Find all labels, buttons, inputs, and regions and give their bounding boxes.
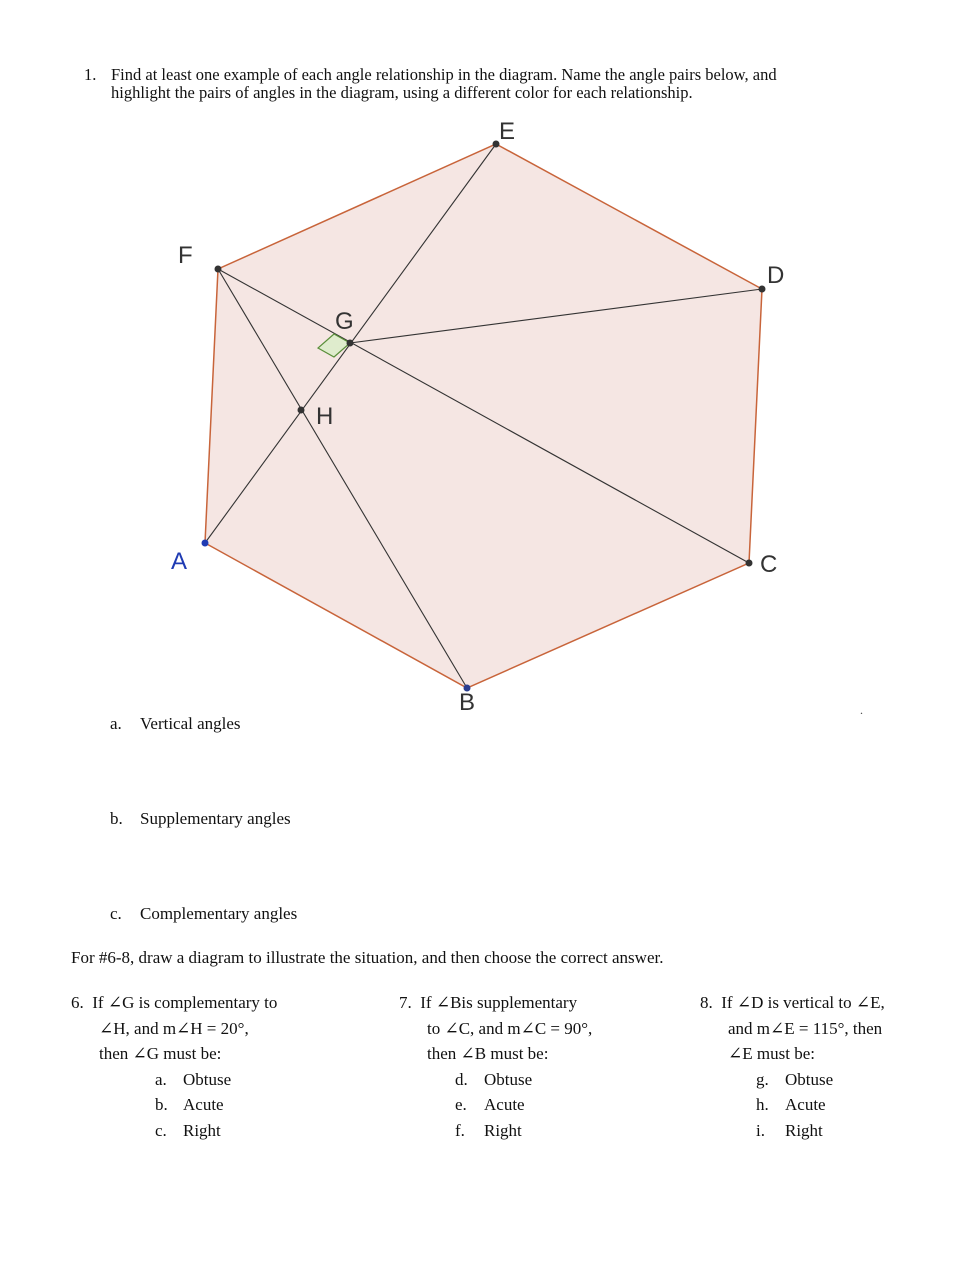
part-b-text: Supplementary angles <box>140 809 291 828</box>
problem-7-option-f[interactable] <box>399 1118 689 1144</box>
option-letter: c. <box>155 1120 167 1140</box>
label-G: G <box>335 308 354 335</box>
problem-6-line-1: If ∠G is complementary to <box>92 993 278 1012</box>
option-letter: d. <box>455 1069 468 1089</box>
problem-8-option-h[interactable] <box>700 1092 970 1118</box>
point-H <box>298 407 305 414</box>
option-text: Right <box>183 1120 221 1140</box>
problem-8-option-g[interactable] <box>700 1067 970 1093</box>
point-G <box>347 340 354 347</box>
part-c <box>110 904 297 924</box>
problem-8-line-1: If ∠D is vertical to ∠E, <box>721 993 885 1012</box>
problem-7-option-e[interactable] <box>399 1092 689 1118</box>
problem-6-line-3: then ∠G must be: <box>99 1044 222 1063</box>
point-A <box>202 540 209 547</box>
option-letter: f. <box>455 1120 465 1140</box>
problem-8-number: 8. <box>700 993 713 1012</box>
problem-8 <box>700 990 970 1143</box>
part-a <box>110 714 241 734</box>
option-text: Obtuse <box>183 1069 232 1089</box>
problem-6-number: 6. <box>71 993 84 1012</box>
part-a-letter: a. <box>110 714 122 733</box>
option-letter: h. <box>756 1095 769 1114</box>
label-F: F <box>178 242 193 269</box>
option-letter: g. <box>756 1069 769 1089</box>
option-text: Right <box>785 1120 823 1140</box>
label-H: H <box>316 403 334 430</box>
question-1-line-2: highlight the pairs of angles in the diagram, using a different color for each relationship. <box>111 83 693 102</box>
option-letter: i. <box>756 1120 765 1140</box>
point-D <box>759 286 766 293</box>
problem-7-number: 7. <box>399 993 412 1012</box>
part-b-letter: b. <box>110 809 123 828</box>
problem-6 <box>71 990 361 1143</box>
option-letter: e. <box>455 1095 467 1114</box>
option-text: Acute <box>484 1095 525 1114</box>
label-E: E <box>499 118 516 145</box>
label-C: C <box>760 551 778 578</box>
question-1-line-1: Find at least one example of each angle relationship in the diagram. Name the angle pairs below, and <box>111 65 777 84</box>
option-text: Obtuse <box>484 1069 533 1089</box>
problem-6-line-2: ∠H, and m∠H = 20°, <box>99 1018 249 1038</box>
problem-8-line-2: and m∠E = 115°, then <box>728 1018 883 1038</box>
point-F <box>215 266 222 273</box>
problem-8-option-i[interactable] <box>700 1118 970 1144</box>
part-c-text: Complementary angles <box>140 904 298 923</box>
problem-8-line-3: ∠E must be: <box>728 1044 815 1063</box>
part-c-letter: c. <box>110 904 122 923</box>
point-C <box>746 560 753 567</box>
problem-6-option-a[interactable] <box>71 1067 361 1093</box>
option-text: Right <box>484 1120 522 1140</box>
problem-7-line-1: If ∠Bis supplementary <box>420 993 578 1012</box>
problem-7-option-d[interactable] <box>399 1067 689 1093</box>
option-text: Obtuse <box>785 1069 834 1089</box>
label-B: B <box>459 689 476 716</box>
problem-7 <box>399 990 689 1143</box>
problem-6-option-b[interactable] <box>71 1092 361 1118</box>
stray-mark: . <box>860 703 863 717</box>
part-a-text: Vertical angles <box>140 714 241 733</box>
question-1-number: 1. <box>84 65 97 84</box>
option-letter: a. <box>155 1069 167 1089</box>
option-text: Acute <box>785 1095 826 1114</box>
problem-7-line-2: to ∠C, and m∠C = 90°, <box>427 1018 593 1038</box>
problem-6-option-c[interactable] <box>71 1118 361 1144</box>
option-letter: b. <box>155 1095 168 1114</box>
instructions: For #6-8, draw a diagram to illustrate the situation, and then choose the correct answer. <box>71 948 664 967</box>
label-D: D <box>767 262 785 289</box>
part-b <box>110 809 291 829</box>
option-text: Acute <box>183 1095 224 1114</box>
problem-7-line-3: then ∠B must be: <box>427 1044 549 1063</box>
label-A: A <box>171 548 188 575</box>
